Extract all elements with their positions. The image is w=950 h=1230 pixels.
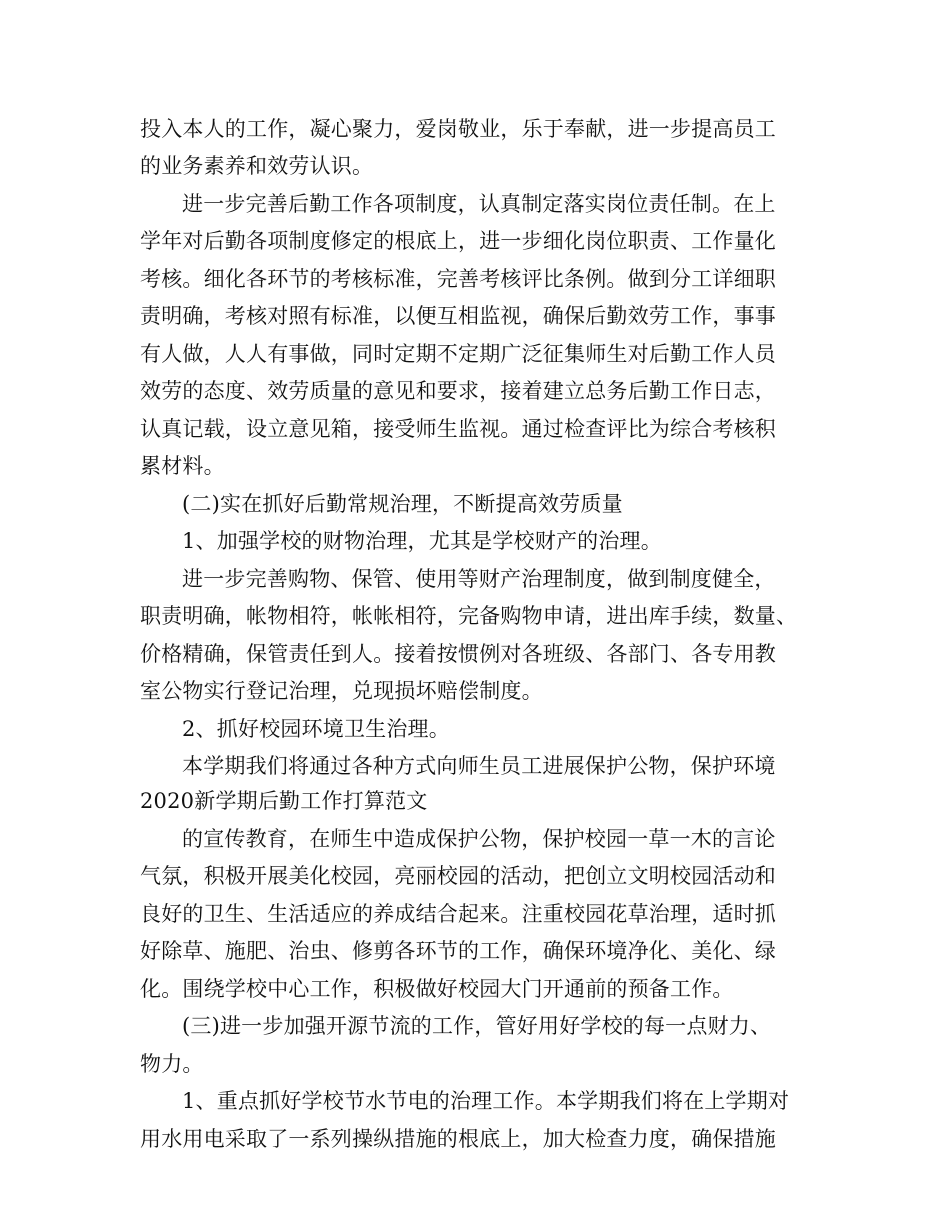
text-line: 责明确，考核对照有标准，以便互相监视，确保后勤效劳工作，事事 <box>140 304 776 328</box>
subsection-heading: 2、抓好校园环境卫生治理。 <box>182 717 450 741</box>
text-line: 良好的卫生、生活适应的养成结合起来。注重校园花草治理，适时抓 <box>140 902 776 926</box>
section-heading: (二)实在抓好后勤常规治理，不断提高效劳质量 <box>182 492 623 516</box>
text-line: 物力。 <box>140 1052 204 1076</box>
text-line: 的宣传教育，在师生中造成保护公物，保护校园一草一木的言论 <box>182 827 776 851</box>
text-line: 的业务素养和效劳认识。 <box>140 154 374 178</box>
text-line: 有人做，人人有事做，同时定期不定期广泛征集师生对后勤工作人员 <box>140 342 776 366</box>
text-line: 气氛，积极开展美化校园，亮丽校园的活动，把创立文明校园活动和 <box>140 864 776 888</box>
subsection-heading: 1、加强学校的财物治理，尤其是学校财产的治理。 <box>182 529 662 553</box>
paragraph-start-line: 1、重点抓好学校节水节电的治理工作。本学期我们将在上学期对 <box>182 1089 790 1113</box>
text-line: 学年对后勤各项制度修定的根底上，进一步细化岗位职责、工作量化 <box>140 229 776 253</box>
paragraph-start-line: 本学期我们将通过各种方式向师生员工进展保护公物，保护环境 <box>182 754 776 778</box>
text-line: 价格精确，保管责任到人。接着按惯例对各班级、各部门、各专用教 <box>140 642 776 666</box>
text-line: 用水用电采取了一系列操纵措施的根底上，加大检查力度，确保措施 <box>140 1127 776 1151</box>
text-line: 累材料。 <box>140 454 225 478</box>
text-line: 职责明确，帐物相符，帐帐相符，完备购物申请，进出库手续，数量、 <box>140 604 798 628</box>
paragraph-start-line: 进一步完善购物、保管、使用等财产治理制度，做到制度健全， <box>182 567 776 591</box>
text-line: 考核。细化各环节的考核标准，完善考核评比条例。做到分工详细职 <box>140 267 776 291</box>
document-title-line: 2020新学期后勤工作打算范文 <box>140 789 428 813</box>
paragraph-start-line: 进一步完善后勤工作各项制度，认真制定落实岗位责任制。在上 <box>182 192 776 216</box>
section-heading: (三)进一步加强开源节流的工作，管好用好学校的每一点财力、 <box>182 1014 772 1038</box>
text-line: 认真记载，设立意见箱，接受师生监视。通过检查评比为综合考核积 <box>140 417 776 441</box>
text-line: 室公物实行登记治理，兑现损坏赔偿制度。 <box>140 679 543 703</box>
text-line: 好除草、施肥、治虫、修剪各环节的工作，确保环境净化、美化、绿 <box>140 939 776 963</box>
text-line: 投入本人的工作，凝心聚力，爱岗敬业，乐于奉献，进一步提高员工 <box>140 117 776 141</box>
text-line: 化。围绕学校中心工作，积极做好校园大门开通前的预备工作。 <box>140 977 734 1001</box>
text-line: 效劳的态度、效劳质量的意见和要求，接着建立总务后勤工作日志， <box>140 379 776 403</box>
